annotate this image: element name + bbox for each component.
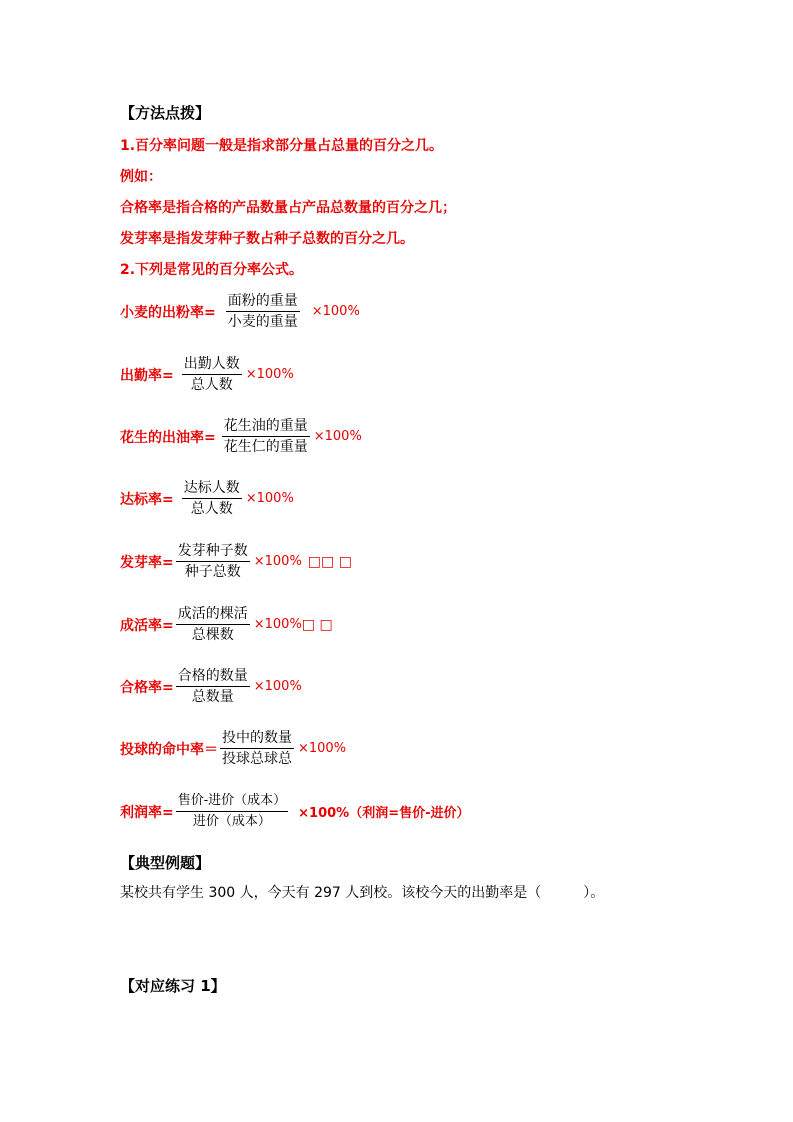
fraction [176, 541, 250, 582]
fraction-denominator: 种子总数 [184, 564, 241, 580]
example-heading: 【典型例题】 [120, 854, 211, 872]
fraction-numerator: 售价-进价（成本） [177, 793, 287, 808]
fraction-denominator: 小麦的重量 [227, 314, 298, 330]
fraction-denominator: 总数量 [191, 689, 234, 705]
formula-multiplier: ×100% [311, 304, 360, 319]
fraction [226, 291, 300, 332]
placeholder-boxes: □ □ [301, 616, 333, 633]
formula-label: 达标率= [120, 491, 174, 508]
method-heading: 【方法点拨】 [120, 104, 211, 122]
fraction [176, 666, 250, 707]
fraction-denominator: 总棵数 [191, 627, 234, 643]
method-paragraph-3: 合格率是指合格的产品数量占产品总数量的百分之几； [120, 200, 456, 216]
method-paragraph-1: 1.百分率问题一般是指求部分量占总量的百分之几。 [120, 138, 444, 154]
formula-profit-rate [120, 791, 469, 832]
formula-multiplier: ×100% [253, 617, 302, 632]
formula-label: 利润率= [120, 804, 174, 821]
formula-pass-rate [120, 666, 302, 707]
formula-multiplier: ×100% [245, 367, 294, 382]
formula-label: 投球的命中率＝ [120, 741, 218, 758]
formula-label: 小麦的出粉率= [120, 304, 216, 321]
fraction [222, 416, 310, 457]
fraction-numerator: 出勤人数 [183, 356, 240, 372]
fraction [176, 791, 288, 832]
formula-flour-rate [120, 291, 360, 332]
fraction [182, 478, 242, 519]
fraction [176, 604, 250, 645]
placeholder-boxes: □□ □ [307, 553, 352, 570]
formula-label: 花生的出油率= [120, 429, 216, 446]
formula-compliance-rate [120, 478, 294, 519]
example-question: 某校共有学生 300 人，今天有 297 人到校。该校今天的出勤率是（ ）。 [120, 885, 605, 901]
formula-label: 成活率= [120, 617, 174, 634]
fraction-numerator: 面粉的重量 [227, 293, 298, 309]
method-paragraph-4: 发芽率是指发芽种子数占种子总数的百分之几。 [120, 231, 414, 247]
fraction-denominator: 进价（成本） [192, 814, 271, 829]
formula-germination-rate [120, 541, 352, 582]
fraction [220, 728, 294, 769]
formula-attendance-rate [120, 354, 294, 395]
formula-label: 合格率= [120, 679, 174, 696]
formula-label: 出勤率= [120, 367, 174, 384]
fraction-denominator: 总人数 [190, 501, 233, 517]
fraction-numerator: 投中的数量 [222, 730, 292, 746]
practice-heading: 【对应练习 1】 [120, 977, 226, 995]
formula-label: 发芽率= [120, 554, 174, 571]
formula-survival-rate [120, 604, 333, 645]
formula-multiplier: ×100% [313, 429, 362, 444]
fraction-numerator: 发芽种子数 [177, 543, 248, 559]
method-paragraph-5: 2.下列是常见的百分率公式。 [120, 262, 304, 278]
fraction-numerator: 成活的棵活 [177, 606, 248, 622]
fraction-numerator: 合格的数量 [177, 668, 248, 684]
formula-hit-rate [120, 728, 346, 769]
method-paragraph-2: 例如： [120, 169, 162, 185]
fraction [182, 354, 242, 395]
formula-multiplier: ×100% [298, 741, 347, 756]
formula-oil-rate [120, 416, 362, 457]
fraction-denominator: 总人数 [190, 377, 233, 393]
fraction-denominator: 投球总球总 [222, 751, 292, 767]
fraction-denominator: 花生仁的重量 [223, 439, 308, 455]
formula-multiplier: ×100% [245, 491, 294, 506]
formula-multiplier: ×100%（利润=售价-进价） [298, 806, 470, 821]
formula-multiplier: ×100% [253, 679, 302, 694]
fraction-numerator: 花生油的重量 [223, 418, 308, 434]
formula-multiplier: ×100% [253, 554, 302, 569]
fraction-numerator: 达标人数 [183, 480, 240, 496]
